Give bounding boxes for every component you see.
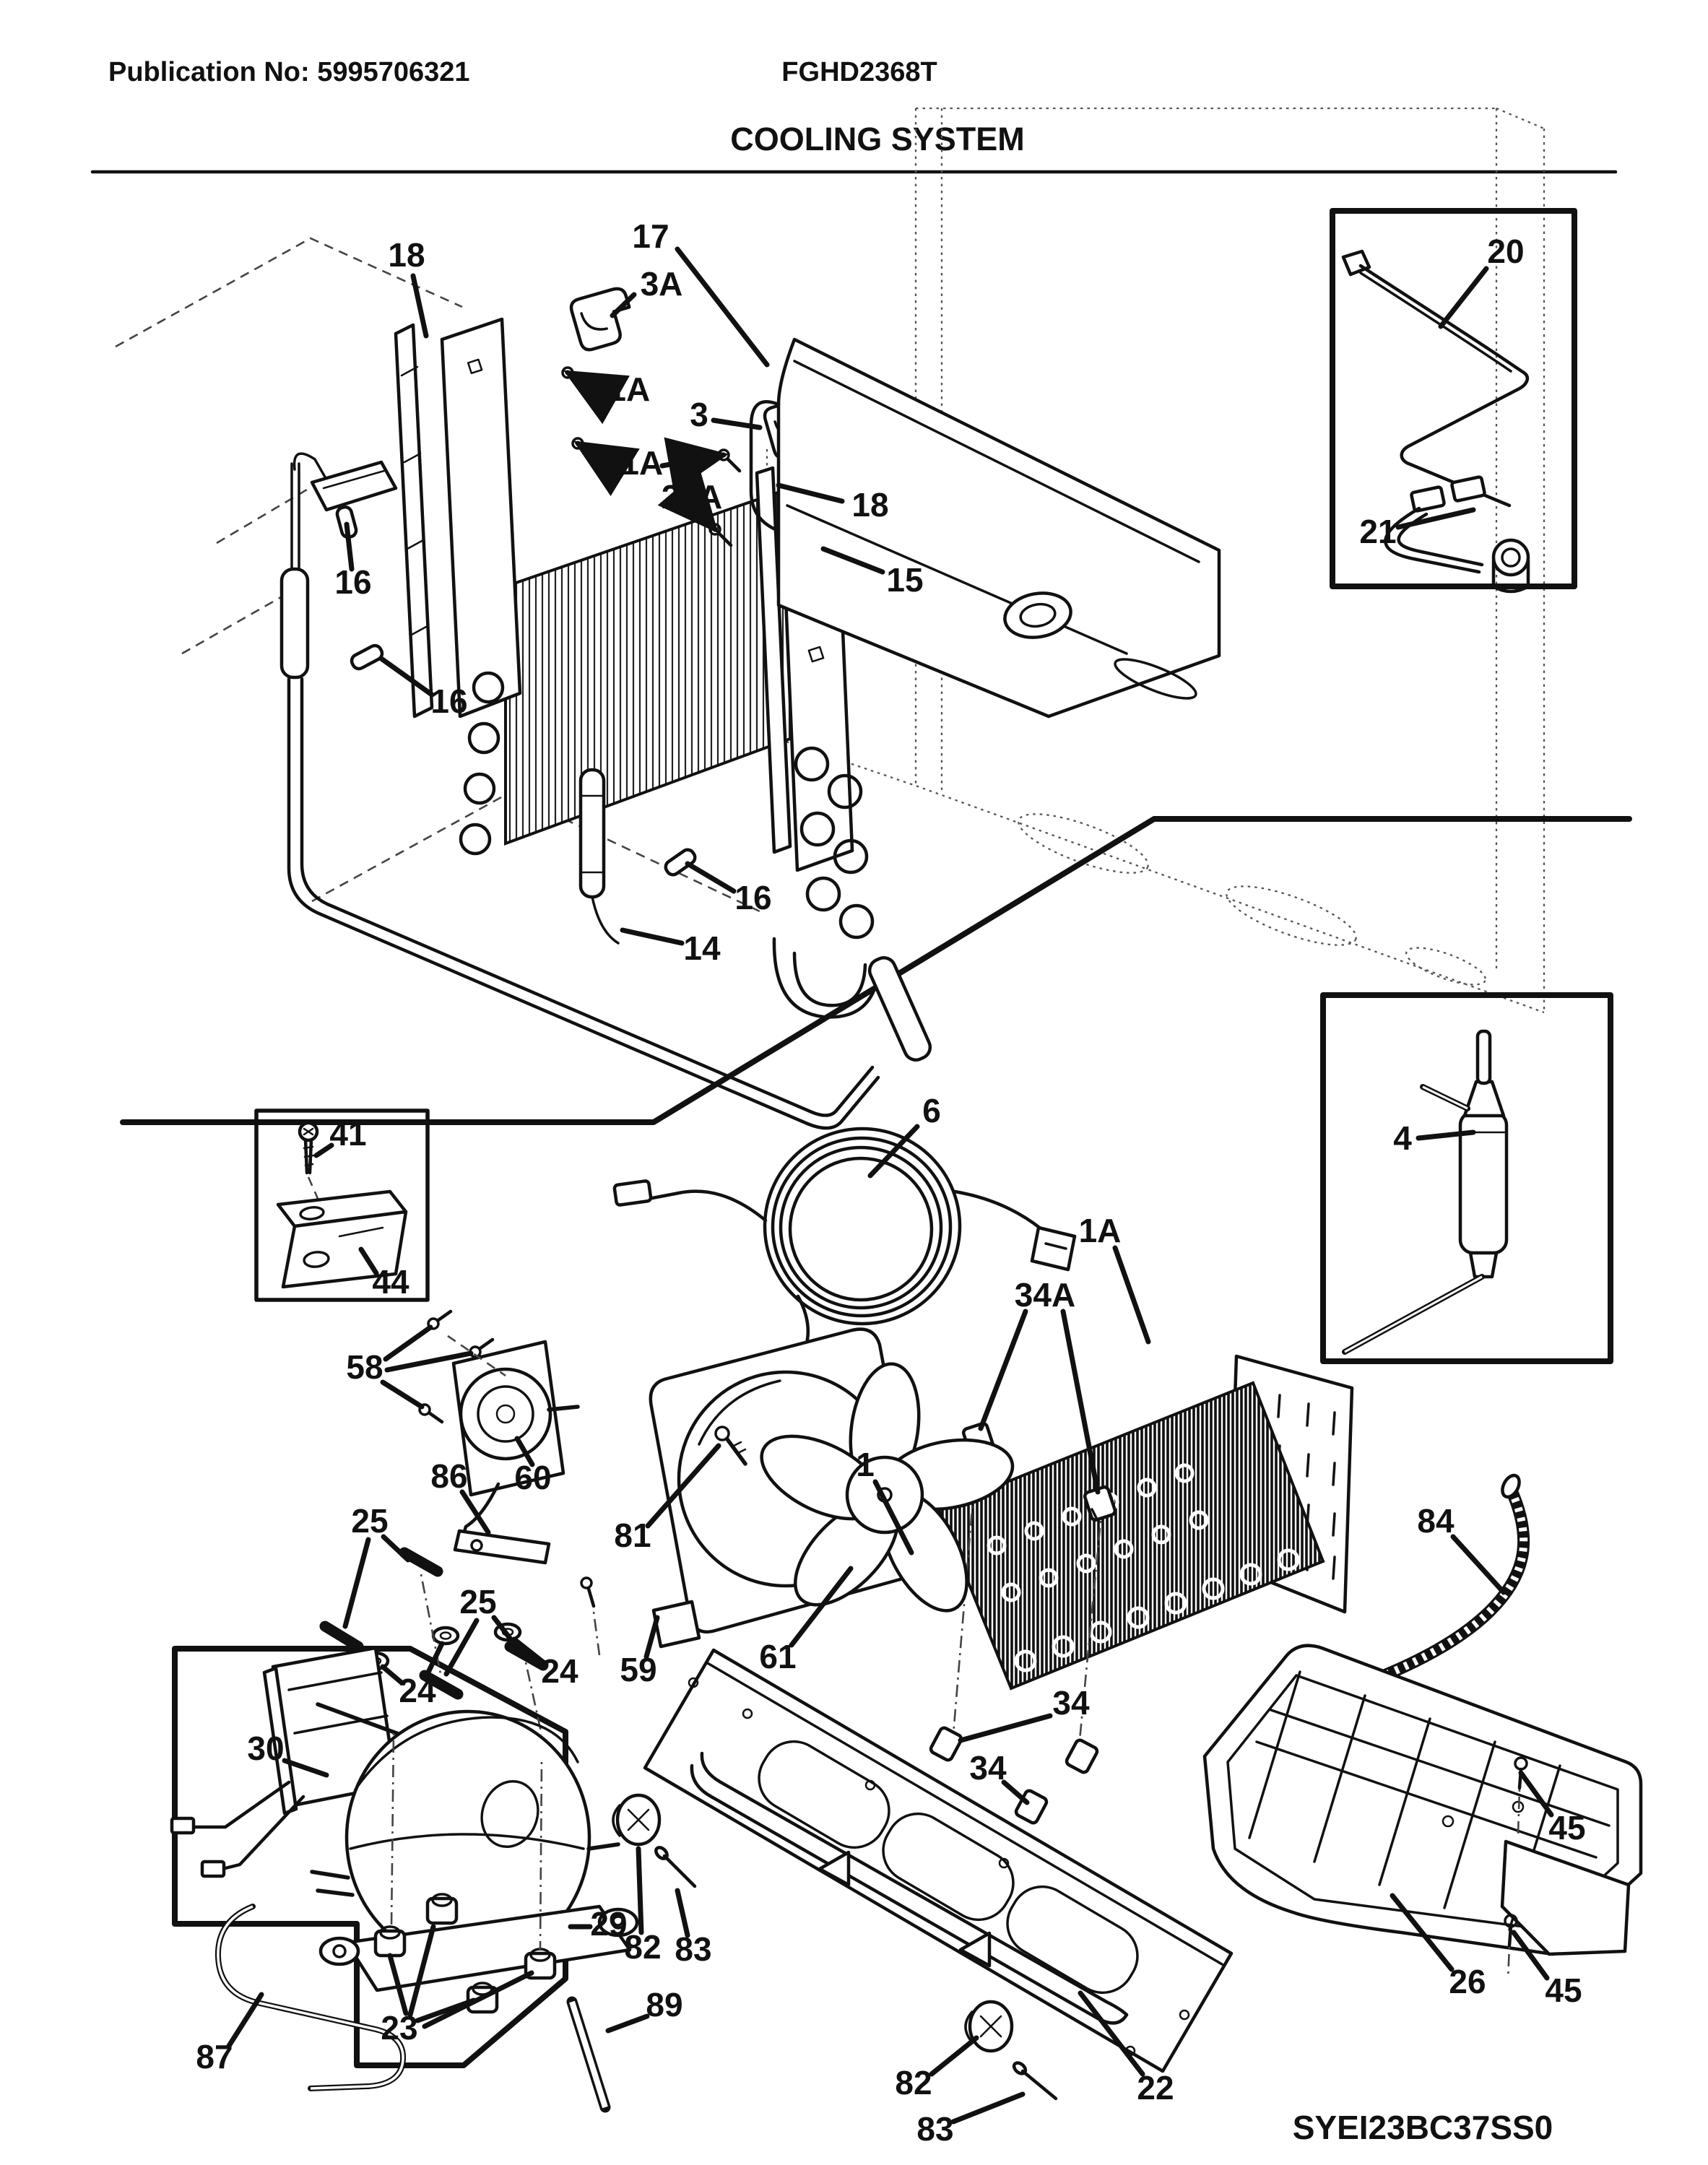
publication-number: Publication No: 5995706321 (108, 57, 470, 87)
callout-25: 25 (351, 1502, 389, 1540)
callout-leader-58 (386, 1327, 430, 1359)
callout-leader-34 (1004, 1782, 1027, 1802)
callout-61: 61 (759, 1638, 797, 1676)
callout-16: 16 (430, 682, 468, 721)
drain-pan (1205, 1646, 1641, 1954)
bumper-pin-83a (654, 1845, 695, 1886)
callout-25: 25 (459, 1583, 497, 1621)
callout-15: 15 (886, 561, 924, 599)
callout-leader-83 (953, 2094, 1023, 2122)
callout-18: 18 (388, 236, 425, 274)
callout-22: 22 (1137, 2069, 1174, 2107)
callout-3A: 3A (640, 265, 683, 303)
callout-60: 60 (514, 1459, 552, 1497)
callout-leader-58 (383, 1382, 422, 1407)
callout-1A: 1A (1078, 1212, 1122, 1250)
bumper-pin-83b (1012, 2061, 1056, 2099)
callout-leader-34A (981, 1311, 1026, 1428)
compressor-base-plate (645, 1650, 1231, 2071)
callout-leader-87 (229, 1995, 261, 2046)
tube-89 (572, 2002, 605, 2107)
callout-leader-18 (413, 276, 426, 336)
model-number: FGHD2368T (781, 57, 937, 87)
callout-leader-1A (1115, 1248, 1148, 1342)
callout-leader-89 (608, 2016, 647, 2031)
defrost-heater-harness (1385, 477, 1528, 591)
callout-leader-25 (345, 1540, 368, 1626)
callout-34: 34 (969, 1749, 1007, 1787)
callout-leader-17 (677, 249, 767, 365)
page-title: COOLING SYSTEM (730, 121, 1025, 157)
callout-45: 45 (1548, 1809, 1586, 1847)
callout-87: 87 (196, 2038, 233, 2076)
callout-83: 83 (675, 1930, 712, 1969)
callout-89: 89 (646, 1986, 683, 2024)
condenser-coil (939, 1383, 1323, 1688)
callout-44: 44 (372, 1263, 409, 1301)
callout-14: 14 (683, 929, 721, 968)
callout-23: 23 (381, 2009, 418, 2047)
callout-82: 82 (624, 1928, 662, 1966)
callout-24: 24 (541, 1652, 578, 1691)
callout-leader-82 (932, 2038, 976, 2074)
header (92, 57, 1616, 172)
evaporator-foam-strip (396, 325, 432, 716)
callout-45: 45 (1545, 1971, 1582, 2010)
callout-59: 59 (620, 1651, 657, 1689)
callout-16: 16 (334, 563, 372, 602)
callout-21A: 21A (661, 478, 723, 516)
callout-leader-20 (1441, 269, 1486, 326)
callout-86: 86 (430, 1457, 468, 1496)
callout-41: 41 (329, 1115, 367, 1153)
defrost-thermostat-wire (1343, 251, 1527, 506)
callout-6: 6 (922, 1092, 941, 1130)
callout-21: 21 (1359, 513, 1397, 551)
callout-20: 20 (1487, 233, 1525, 271)
callout-4: 4 (1393, 1119, 1412, 1158)
callout-82: 82 (895, 2064, 932, 2102)
callout-1: 1 (856, 1446, 875, 1484)
filter-drier (1345, 1031, 1507, 1352)
callout-leader-16 (688, 864, 734, 891)
fan-motor-bracket-86 (455, 1531, 549, 1563)
callout-29: 29 (590, 1905, 628, 1943)
callout-58: 58 (346, 1348, 383, 1387)
diagram-code: SYEI23BC37SS0 (1292, 2109, 1553, 2146)
callout-84: 84 (1417, 1502, 1455, 1540)
callout-24: 24 (399, 1672, 436, 1710)
callout-18: 18 (851, 486, 889, 524)
callout-leader-82 (638, 1849, 641, 1932)
callout-leader-83 (677, 1891, 688, 1935)
callout-30: 30 (247, 1730, 285, 1768)
callout-34A: 34A (1014, 1276, 1076, 1314)
callout-leader-21A (662, 455, 724, 466)
callout-21A: 21A (602, 444, 664, 482)
callout-21A: 21A (589, 370, 651, 409)
callout-3: 3 (690, 396, 708, 434)
callout-leader-34 (961, 1716, 1050, 1740)
callout-leader-14 (623, 930, 682, 943)
callout-34: 34 (1052, 1684, 1090, 1722)
callout-83: 83 (916, 2110, 954, 2148)
evaporator-left-end-plate (442, 319, 520, 716)
callout-16: 16 (734, 879, 772, 917)
callout-17: 17 (632, 217, 669, 256)
evaporator-clip-3A (569, 287, 638, 352)
callout-81: 81 (614, 1517, 651, 1555)
callout-26: 26 (1449, 1963, 1486, 2001)
callout-leader-84 (1453, 1537, 1504, 1592)
